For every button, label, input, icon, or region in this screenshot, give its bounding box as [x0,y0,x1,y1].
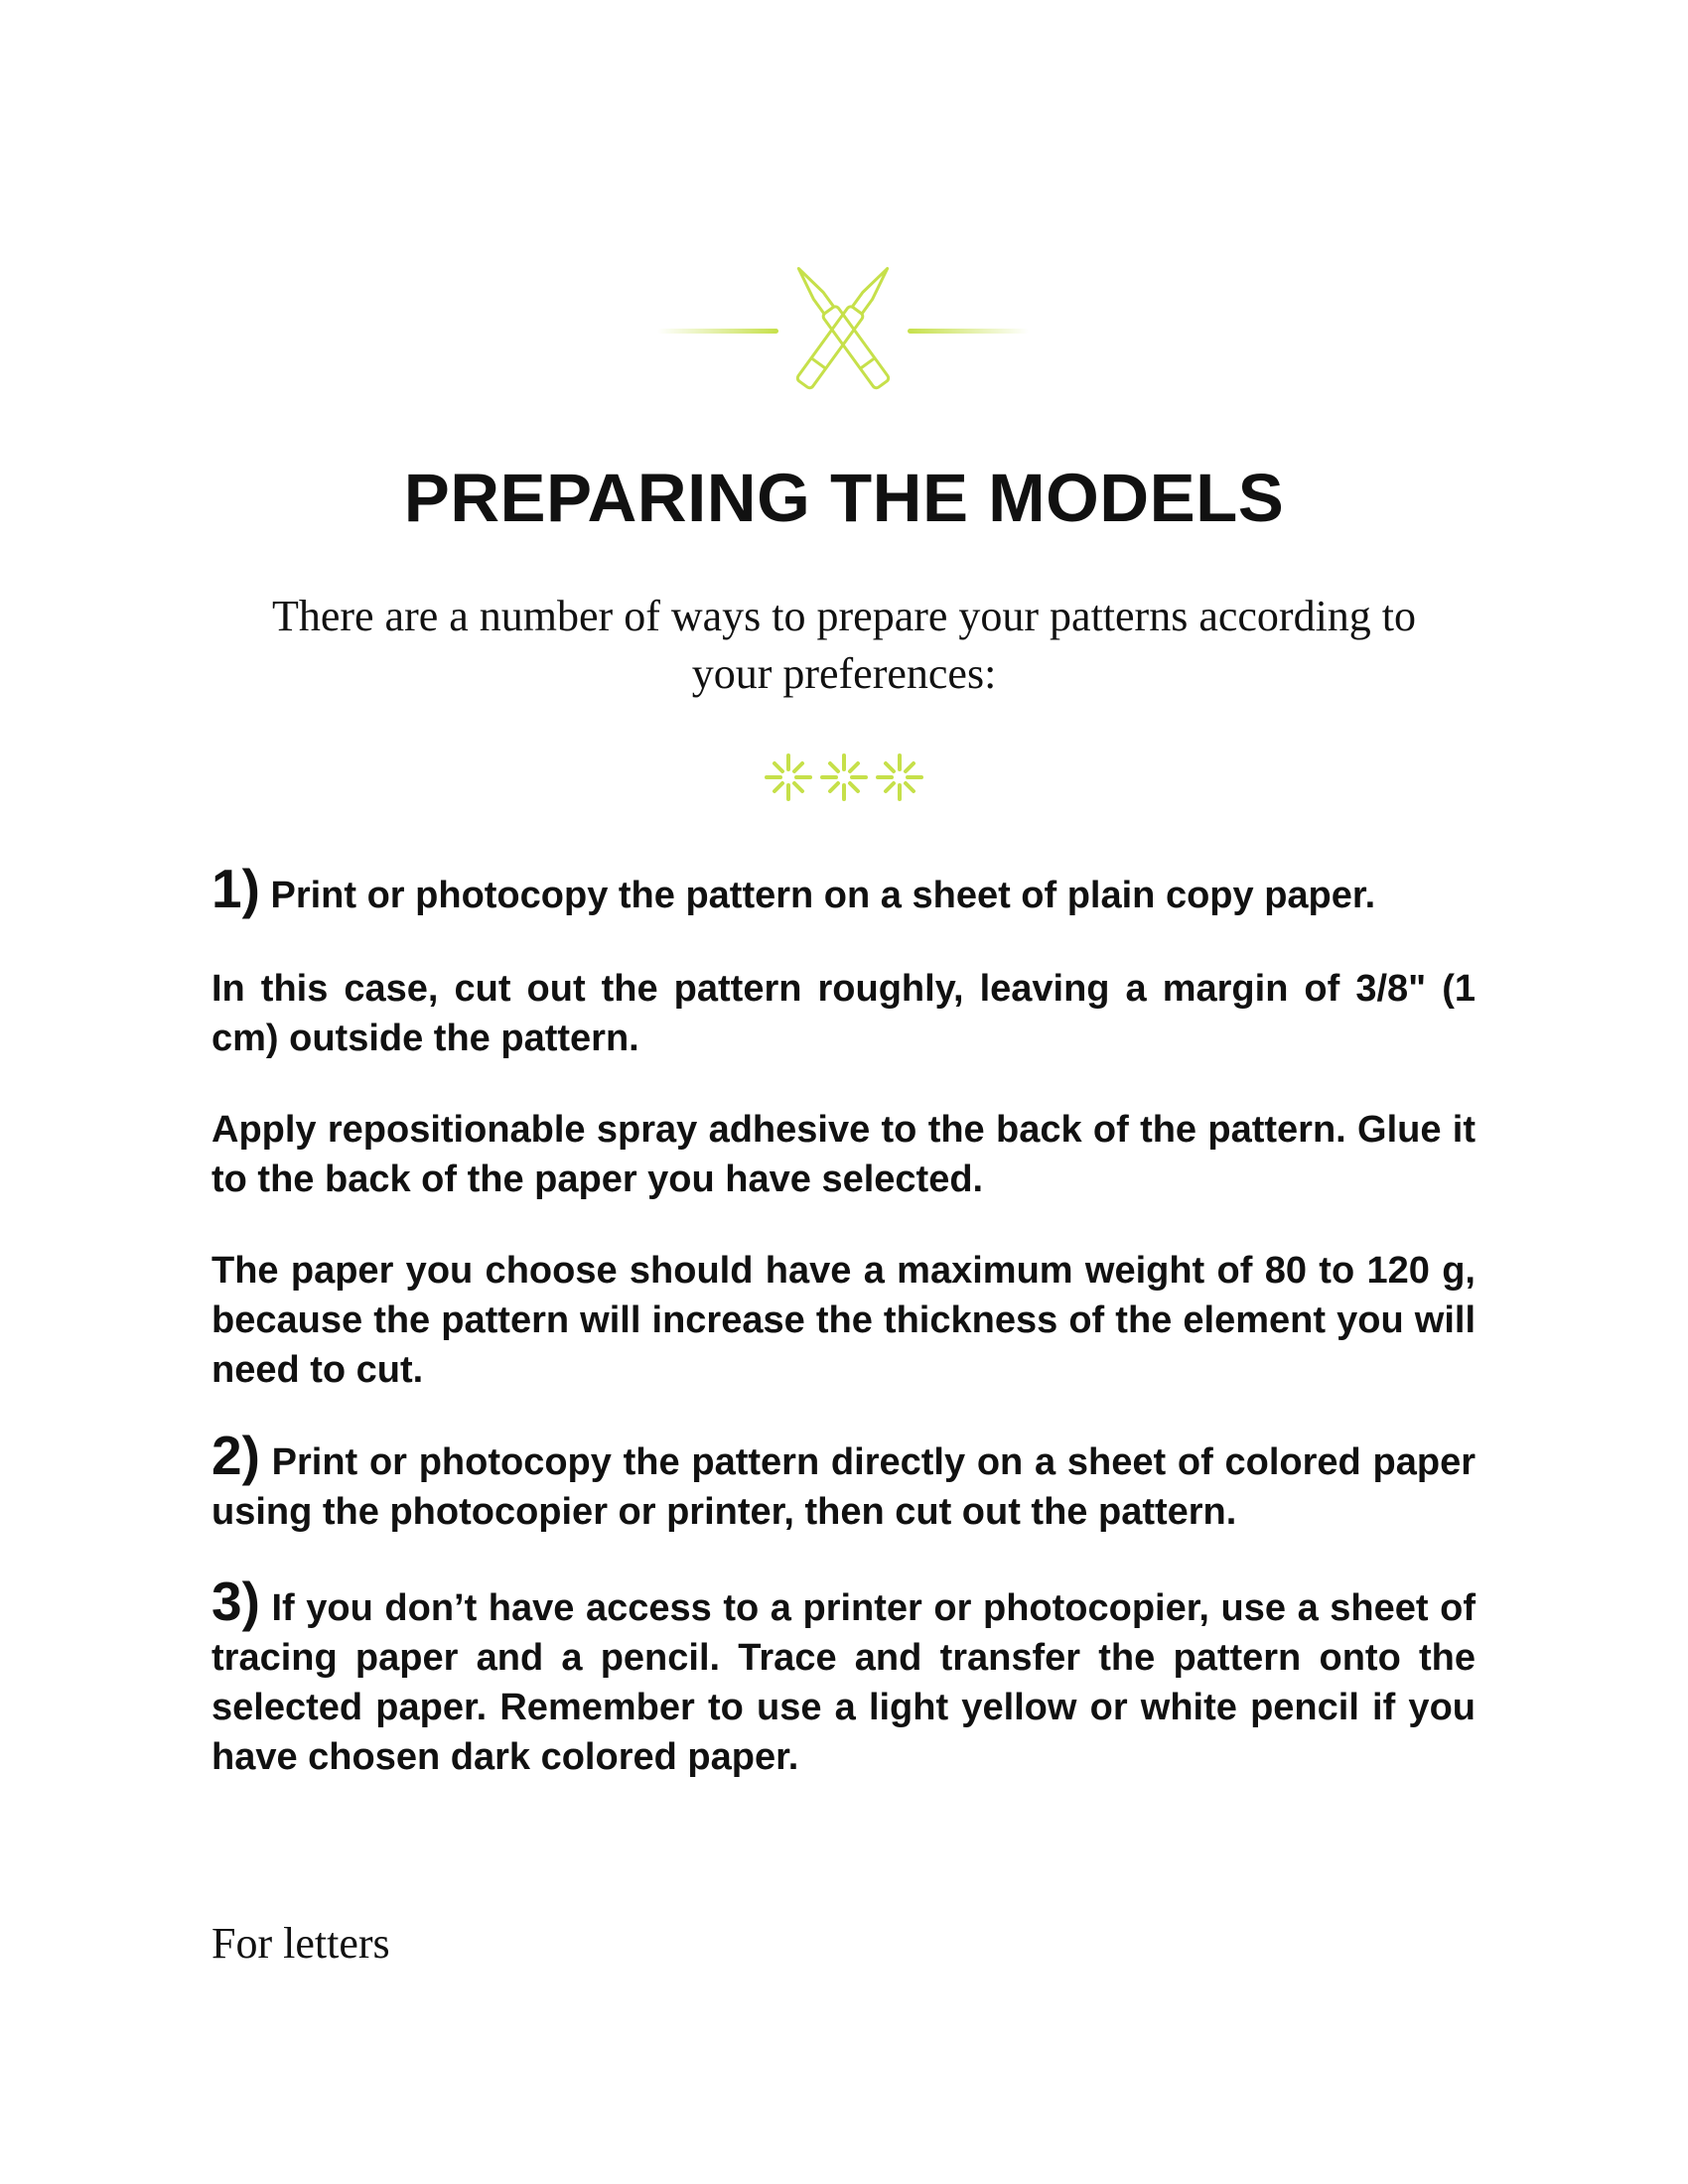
adhesive-paragraph: Apply repositionable spray adhesive to the back of the pattern. Glue it to the back of the paper you have selected. [211,1109,1476,1200]
paper-weight-paragraph: The paper you choose should have a maximum weight of 80 to 120 g, because the pattern will increase the thickness of the element you will need to cut. [211,1250,1476,1391]
intro-text: There are a number of ways to prepare your patterns according to your preferences: [271,592,1417,698]
step-1 [211,858,1476,920]
step-2-text: Print or photocopy the pattern directly on a sheet of colored paper using the photocopier or printer, then cut out the pattern. [211,1441,1476,1533]
step-2 [211,1425,1476,1537]
crossed-craft-knives-icon [657,244,1029,415]
step-1-text: Print or photocopy the pattern on a sheet of plain copy paper. [270,875,1376,916]
instructions [211,858,1477,1782]
step-2-number: 2) [211,1425,260,1486]
step-1-number: 1) [211,858,260,919]
step-3-number: 3) [211,1570,260,1632]
step-3 [211,1570,1477,1782]
step-3-text: If you don’t have access to a printer or photocopier, use a sheet of tracing paper and a pencil. Trace and transfer the pattern onto the selected paper. Remember to use a light yellow or white pencil if you have chosen dark colored paper. [211,1587,1477,1778]
margin-paragraph: In this case, cut out the pattern roughly, leaving a margin of 3/8" (1 cm) outside the pattern. [211,968,1476,1059]
for-letters-text: For letters [211,1919,390,1968]
sparkle-divider-icon [762,751,926,804]
page-title: PREPARING THE MODELS [403,460,1285,536]
